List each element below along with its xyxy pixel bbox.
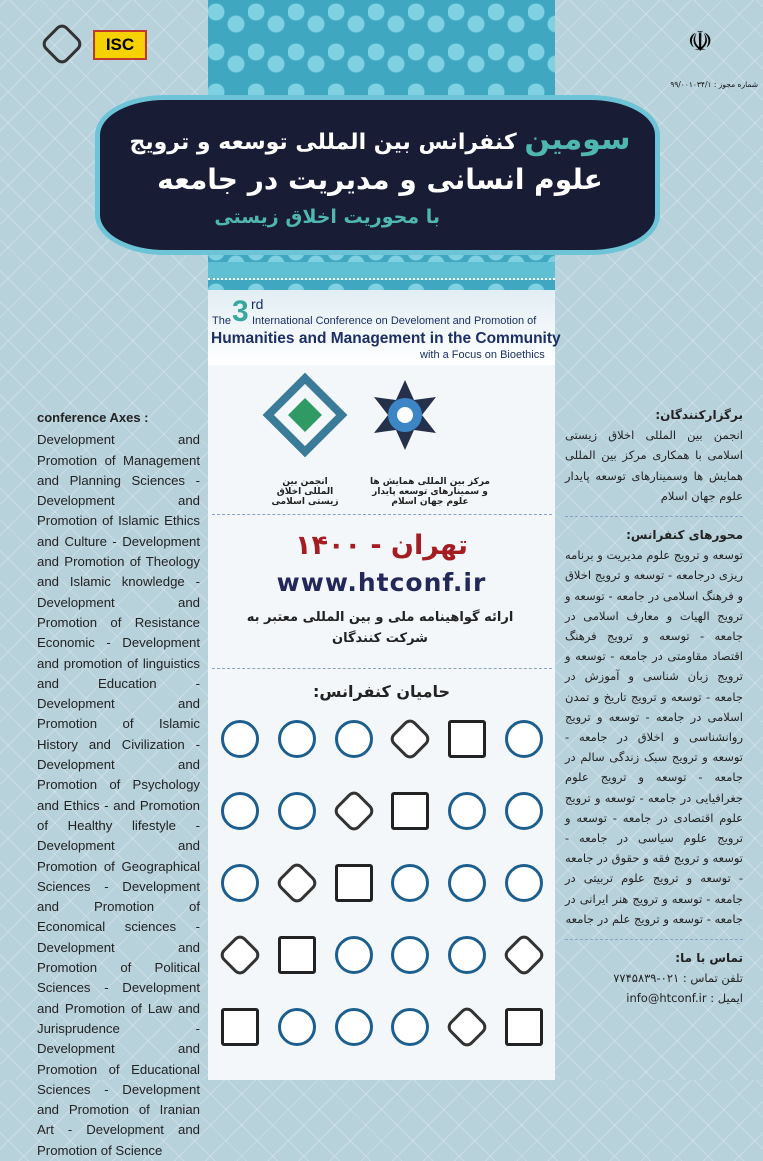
sponsor-logo <box>382 792 439 854</box>
sponsor-logo-mark <box>448 864 486 902</box>
sponsor-logo-mark <box>391 1008 429 1046</box>
sponsor-logo <box>439 792 496 854</box>
sponsor-logo-mark <box>505 864 543 902</box>
title-line1 <box>110 122 650 161</box>
en-the: The <box>212 315 231 327</box>
english-title-line3: with a Focus on Bioethics <box>420 349 545 361</box>
sponsor-logo-mark <box>448 792 486 830</box>
sponsor-logo <box>269 864 326 926</box>
sponsor-logo <box>212 720 269 782</box>
sponsor-logo-mark <box>221 792 259 830</box>
axes-fa-title: محورهای کنفرانس: <box>626 528 743 543</box>
sponsor-logo-mark <box>448 720 486 758</box>
sponsor-logo <box>269 792 326 854</box>
sponsor-logo-mark <box>331 788 376 833</box>
sponsor-logo-mark <box>278 792 316 830</box>
title-line1-text: کنفرانس بین المللی توسعه و ترویج <box>129 130 517 155</box>
organizer-label-2: انجمن بین المللی اخلاق زیستی اسلامی <box>271 477 339 507</box>
organizers-text: انجمن بین المللی اخلاق زیستی اسلامی با همکاری مرکز بین المللی همایش ها وسمینارهای توسعه پایدار علوم جهان اسلام <box>565 428 743 503</box>
axes-text: Development and Promotion of Management and Planning Sciences - Development and Promotion of Islamic Ethics and Culture - Development and Promotion of Theology and Islamic knowledge - Development and Promotion of Resistance Economic - Development and promotion of linguistics and Education - Development and Promotion of Islamic History and Civilization - Development and Promotion of Psychology and Ethics - and Promotion of Healthy lifestyle - Development and Promotion of Geographical Sciences - Development and Promotion of Economical sciences - Development and Promotion of Political Sciences - Development and Promotion of Law and Jurisprudence - Development and Promotion of Educational Sciences - Development and Promotion of Iranian Art - Development and Promotion of Science <box>37 432 200 1158</box>
sponsor-logos-grid <box>212 720 552 1070</box>
sponsor-logo <box>495 720 552 782</box>
iran-emblem-icon: ☫ <box>687 25 713 58</box>
english-title-line1: International Conference on Develoment and Promotion of <box>252 315 537 327</box>
divider <box>212 668 552 669</box>
sponsor-logo <box>325 936 382 998</box>
university-logo <box>39 21 84 66</box>
sponsor-logo <box>495 936 552 998</box>
english-title-line2: Humanities and Management in the Community <box>211 330 561 347</box>
sponsor-logo <box>382 1008 439 1070</box>
sponsor-logo <box>439 720 496 782</box>
location-year: تهران - ۱۴۰۰ <box>295 530 468 561</box>
sponsor-logo-mark <box>278 1008 316 1046</box>
divider <box>565 939 743 940</box>
conference-center-logo <box>370 380 440 450</box>
sponsor-logo-mark <box>218 932 263 977</box>
sponsor-logo-mark <box>221 1008 259 1046</box>
sponsor-logo-mark <box>391 936 429 974</box>
sponsor-logo <box>439 864 496 926</box>
sponsor-logo <box>212 792 269 854</box>
isc-logo: ISC <box>93 30 147 60</box>
sponsor-logo <box>212 1008 269 1070</box>
conference-axes-english <box>37 408 200 1161</box>
certificate-text: ارائه گواهینامه ملی و بین المللی معتبر به شرکت کنندگان <box>246 610 514 646</box>
title-line3: با محوریت اخلاق زیستی <box>214 206 440 228</box>
sponsor-logo <box>269 936 326 998</box>
sponsor-logo-mark <box>221 720 259 758</box>
sponsor-logo <box>212 864 269 926</box>
sponsor-logo <box>495 864 552 926</box>
sponsor-logo-mark <box>221 864 259 902</box>
en-number: 3 <box>232 295 249 328</box>
title-line2: علوم انسانی و مدیریت در جامعه <box>157 163 603 196</box>
organizer-label-1: مرکز بین المللی همایش ها و سمینارهای توسعه پایدار علوم جهان اسلام <box>369 477 490 507</box>
axes-fa-text: توسعه و ترویج علوم مدیریت و برنامه ریزی درجامعه - توسعه و ترویج اخلاق و فرهنگ اسلامی در جامعه - توسعه و ترویج الهیات و معارف اسلامی در جامعه - توسعه و ترویج فرهنگ اقتصاد مقاومتی در جامعه - توسعه و ترویج زبان شناسی و آموزش در جامعه - توسعه و ترویج تاریخ و تمدن اسلامی در جامعه - توسعه و ترویج روانشناسی و اخلاق در جامعه - توسعه و ترویج سبک زندگی سالم در جامعه - توسعه و ترویج علوم جغرافیایی در جامعه - توسعه و ترویج علوم اقتصادی در جامعه - توسعه و ترویج علوم سیاسی در جامعه - توسعه و ترویج فقه و حقوق در جامعه - توسعه و ترویج علوم تربیتی در جامعه - توسعه و ترویج هنر ایرانی در جامعه - توسعه و ترویج علم در جامعه <box>565 548 743 926</box>
sponsor-logo <box>439 936 496 998</box>
sponsor-logo-mark <box>391 792 429 830</box>
sponsor-logo-mark <box>335 720 373 758</box>
sponsor-logo-mark <box>274 860 319 905</box>
sponsor-logo-mark <box>448 936 486 974</box>
sponsor-logo-mark <box>278 936 316 974</box>
sponsors-title: حامیان کنفرانس: <box>312 682 451 701</box>
en-ordinal: rd <box>251 296 264 312</box>
sponsor-logo <box>495 1008 552 1070</box>
contact-phone: تلفن تماس : ۰۲۱-۷۷۴۵۸۳۹ <box>613 971 743 986</box>
sponsor-logo-mark <box>444 1004 489 1049</box>
sponsor-logo <box>269 720 326 782</box>
organizers-title: برگزارکنندگان: <box>655 408 743 422</box>
divider <box>212 514 552 515</box>
sponsor-logo <box>325 1008 382 1070</box>
axes-title: conference Axes : <box>37 410 149 425</box>
sponsor-logo <box>382 936 439 998</box>
sponsor-logo <box>212 936 269 998</box>
sponsor-logo <box>269 1008 326 1070</box>
sponsor-logo-mark <box>501 932 546 977</box>
sponsor-logo-mark <box>335 936 373 974</box>
contact-title: تماس با ما: <box>675 951 743 966</box>
sponsor-logo <box>382 720 439 782</box>
divider <box>565 516 743 517</box>
sponsor-logo-mark <box>391 864 429 902</box>
sponsor-logo-mark <box>335 864 373 902</box>
decorative-strip <box>208 262 555 280</box>
title-accent: سومین <box>524 122 631 157</box>
sponsor-logo <box>325 792 382 854</box>
sponsor-logo-mark <box>278 720 316 758</box>
sponsor-logo-mark <box>505 720 543 758</box>
sponsor-logo-mark <box>388 716 433 761</box>
right-info-panel <box>565 405 743 1009</box>
website-link[interactable]: www.htconf.ir <box>276 568 487 597</box>
sponsor-logo <box>325 864 382 926</box>
license-number: شماره مجوز : ۹۹/۰۰۱۰۳۴/۱ <box>670 80 758 89</box>
sponsor-logo-mark <box>505 1008 543 1046</box>
sponsor-logo <box>495 792 552 854</box>
sponsor-logo-mark <box>335 1008 373 1046</box>
sponsor-logo <box>382 864 439 926</box>
sponsor-logo <box>439 1008 496 1070</box>
contact-email[interactable]: ایمیل : info@htconf.ir <box>626 991 743 1006</box>
sponsor-logo <box>325 720 382 782</box>
sponsor-logo-mark <box>505 792 543 830</box>
